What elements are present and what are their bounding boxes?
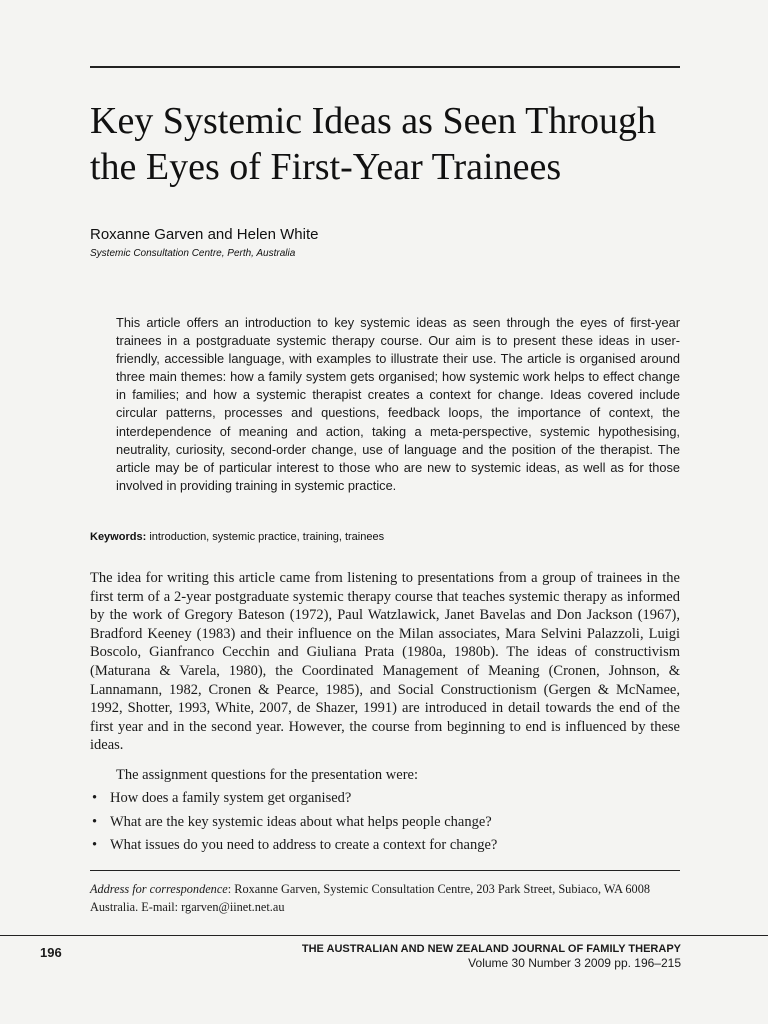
author-affiliation: Systemic Consultation Centre, Perth, Australia [90, 248, 296, 259]
body-paragraph: The idea for writing this article came from listening to presentations from a group of trainees in the first term of a 2-year postgraduate systemic therapy course that teaches systemic therapy as informed by the work of Gregory Bateson (1972), Paul Watzlawick, Janet Bavelas and Don Jackson (1967), Bradford Keeney (1983) and their influence on the Milan associates, Mara Selvini Palazzoli, Luigi Boscolo, Gianfranco Cecchin and Giuliana Prata (1980a, 1980b). The ideas of constructivism (Maturana & Varela, 1980), the Coordinated Management of Meaning (Cronen, Johnson, & Lannamann, 1982, Cronen & Pearce, 1985), and Social Constructionism (Gergen & McNamee, 1992, Shotter, 1993, White, 2007, de Shazer, 1991) are introduced in detail towards the end of the first year and in the second year. However, the course from beginning to end is influenced by these ideas. [90, 570, 680, 754]
correspondence-label: Address for correspondence [90, 882, 228, 896]
article-authors: Roxanne Garven and Helen White [90, 226, 319, 243]
list-item: • How does a family system get organised? [90, 787, 690, 811]
list-item: • What issues do you need to address to create a context for change? [90, 834, 690, 858]
abstract: This article offers an introduction to key systemic ideas as seen through the eyes of first-year trainees in a postgraduate systemic therapy course. Our aim is to present these ideas in user-friendly, accessible language, with examples to illustrate their use. The article is organised around three main themes: how a family system gets organised; how systemic work helps to effect change in families; and how a systemic therapist creates a context for change. Ideas covered include circular patterns, processes and questions, feedback loops, the importance of context, the interdependence of meaning and action, taking a meta-perspective, systemic hypothesising, neutrality, curiosity, second-order change, use of language and the position of the therapist. The article may be of particular interest to those who are new to systemic ideas, as well as for those involved in providing training in systemic practice. [116, 315, 680, 493]
journal-volume: Volume 30 Number 3 2009 pp. 196–215 [468, 956, 681, 970]
footer-rule [0, 935, 768, 936]
assignment-intro: The assignment questions for the presentation were: [116, 767, 419, 783]
journal-name: THE AUSTRALIAN AND NEW ZEALAND JOURNAL OF FAMILY THERAPY [301, 943, 681, 955]
correspondence-text: : Roxanne Garven, Systemic Consultation Centre, 203 Park Street, Subiaco, WA 6008 Australia. E-mail: rgarven@iinet.net.au [90, 882, 650, 914]
page-number: 196 [40, 945, 62, 960]
keywords-list: introduction, systemic practice, training, trainees [149, 531, 385, 543]
keywords-label: Keywords: [90, 531, 147, 543]
footnote-rule [90, 870, 680, 871]
journal-info [302, 942, 681, 970]
article-title: Key Systemic Ideas as Seen Through the Eyes of First-Year Trainees [90, 100, 657, 188]
keywords-line [90, 531, 384, 543]
question-list [90, 787, 690, 858]
top-rule [90, 66, 680, 68]
list-item: • What are the key systemic ideas about what helps people change? [90, 811, 690, 835]
correspondence-note [90, 880, 680, 916]
